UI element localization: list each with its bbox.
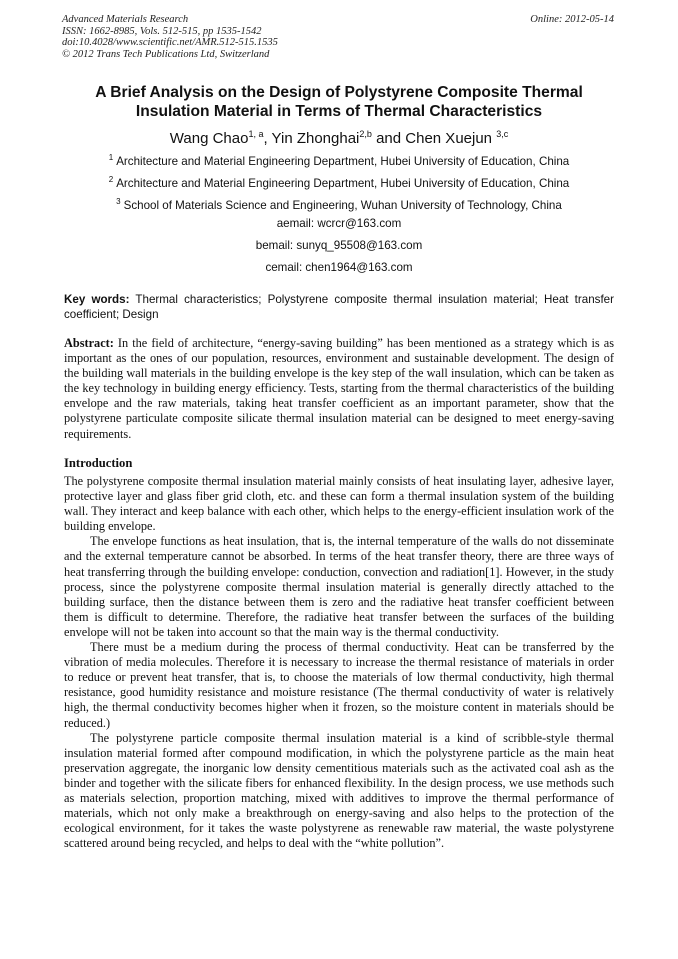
email-c[interactable]: cemail: chen1964@163.com [265,261,413,274]
doi-line: doi:10.4028/www.scientific.net/AMR.512-515.1535 [62,37,278,48]
affiliation-text: Architecture and Material Engineering Department, Hubei University of Education, China [116,155,570,168]
keywords [64,292,614,322]
abstract-text: In the field of architecture, “energy-saving building” has been mentioned as a strategy which is as important as the ones of our population, resources, environment and sustainable development. The design of the building wall materials in the building envelope is the key step of the wall insulation, which can be taken as the key technology in building energy efficiency. Tests, starting from the thermal characteristics of the building envelope and the raw materials, taking heat transfer coefficient as an important parameter, show that the polystyrene particulate composite silicate thermal insulation material can be designed to meet energy-saving requirements. [64,336,614,441]
author-line [60,124,618,149]
affiliation-number: 1 [108,153,114,162]
journal-name: Advanced Materials Research [62,14,189,25]
intro-paragraph: The polystyrene particle composite thermal insulation material is a kind of scribble-style thermal insulation material formed after compound modification, in which the polystyrene particle as the main heat preservation aggregate, the inorganic low density cementitious materials such as the activated coal ash as the binder and together with the silicate fibers for enhanced flexibility. In the design process, we use methods such as materials selection, proportion matching, mixed with additives to improve the thermal performance of materials, which not only make a breakthrough on energy-saving and also helps to the protection of the ecological environment, for it takes the waste polystyrene as renewable raw material, the waste polystyrene scattered around being recycled, and helps to deal with the “white pollution”. [64,730,614,851]
author-sup: 2,b [359,129,372,139]
journal-header [62,14,278,60]
affiliation-text: School of Materials Science and Engineering, Wuhan University of Technology, China [123,199,562,212]
abstract [64,336,614,442]
copyright-line: © 2012 Trans Tech Publications Ltd, Switzerland [62,48,270,60]
author-name: Yin Zhonghai [271,130,360,147]
author-name: Chen Xuejun [405,130,493,147]
author-sup: 3,c [496,129,509,139]
paper-title: A Brief Analysis on the Design of Polystyrene Composite Thermal Insulation Material in Terms of Thermal Characteristics [95,84,583,120]
author-name: Wang Chao [169,130,249,147]
introduction-heading: Introduction [64,456,133,470]
affiliation-number: 2 [108,175,114,184]
introduction-body [64,474,614,851]
intro-paragraph: The polystyrene composite thermal insulation material mainly consists of heat insulating layer, adhesive layer, protective layer and glass fiber grid cloth, etc. and these can form a thermal insulation system of the building wall. They interact and keep balance with each other, which helps to the energy-efficient insulation work of the building envelope. [64,474,614,534]
intro-paragraph: The envelope functions as heat insulation, that is, the internal temperature of the walls do not disseminate and the external temperature cannot be absorbed. In terms of the heat transfer theory, there are three ways of heat transferring through the building envelope: conduction, convection and radiation[1]. However, in the study process, since the polystyrene composite thermal insulation material is generally directly attached to the building surface, then the distance between them is zero and the radiative heat transfer coefficient between them is difficult to determine. Therefore, the radiative heat transfer between the surfaces of the building envelope will not be taken into account so that the main way is the thermal conductivity. [64,534,614,639]
affiliation-1 [60,151,618,169]
issn-line: ISSN: 1662-8985, Vols. 512-515, pp 1535-1542 [62,25,262,37]
author-separator: and [371,130,406,147]
affiliation-3 [60,195,618,213]
intro-paragraph: There must be a medium during the process of thermal conductivity. Heat can be transferred by the vibration of media molecules. Therefore it is necessary to increase the thermal resistance of materials in order to reduce or prevent heat transfer, that is, to choose the materials of low thermal conductivity, high thermal resistance, good humidity resistance and moisture resistance (The thermal conductivity of water is relatively high, the thermal conductivity becomes higher when it frozen, so the moisture content in materials should be reduced.) [64,640,614,730]
email-b[interactable]: bemail: sunyq_95508@163.com [255,239,423,252]
keywords-text: Thermal characteristics; Polystyrene composite thermal insulation material; Heat transfer coefficient; Design [64,293,614,321]
author-separator: , [263,130,272,147]
email-a[interactable]: aemail: wcrcr@163.com [276,217,402,230]
keywords-label: Key words: [64,293,130,306]
affiliation-text: Architecture and Material Engineering Department, Hubei University of Education, China [116,177,570,190]
affiliation-2 [60,173,618,191]
online-date: Online: 2012-05-14 [530,14,614,25]
affiliation-number: 3 [116,197,121,206]
abstract-label: Abstract: [64,336,114,350]
author-sup: 1, a [248,129,264,139]
